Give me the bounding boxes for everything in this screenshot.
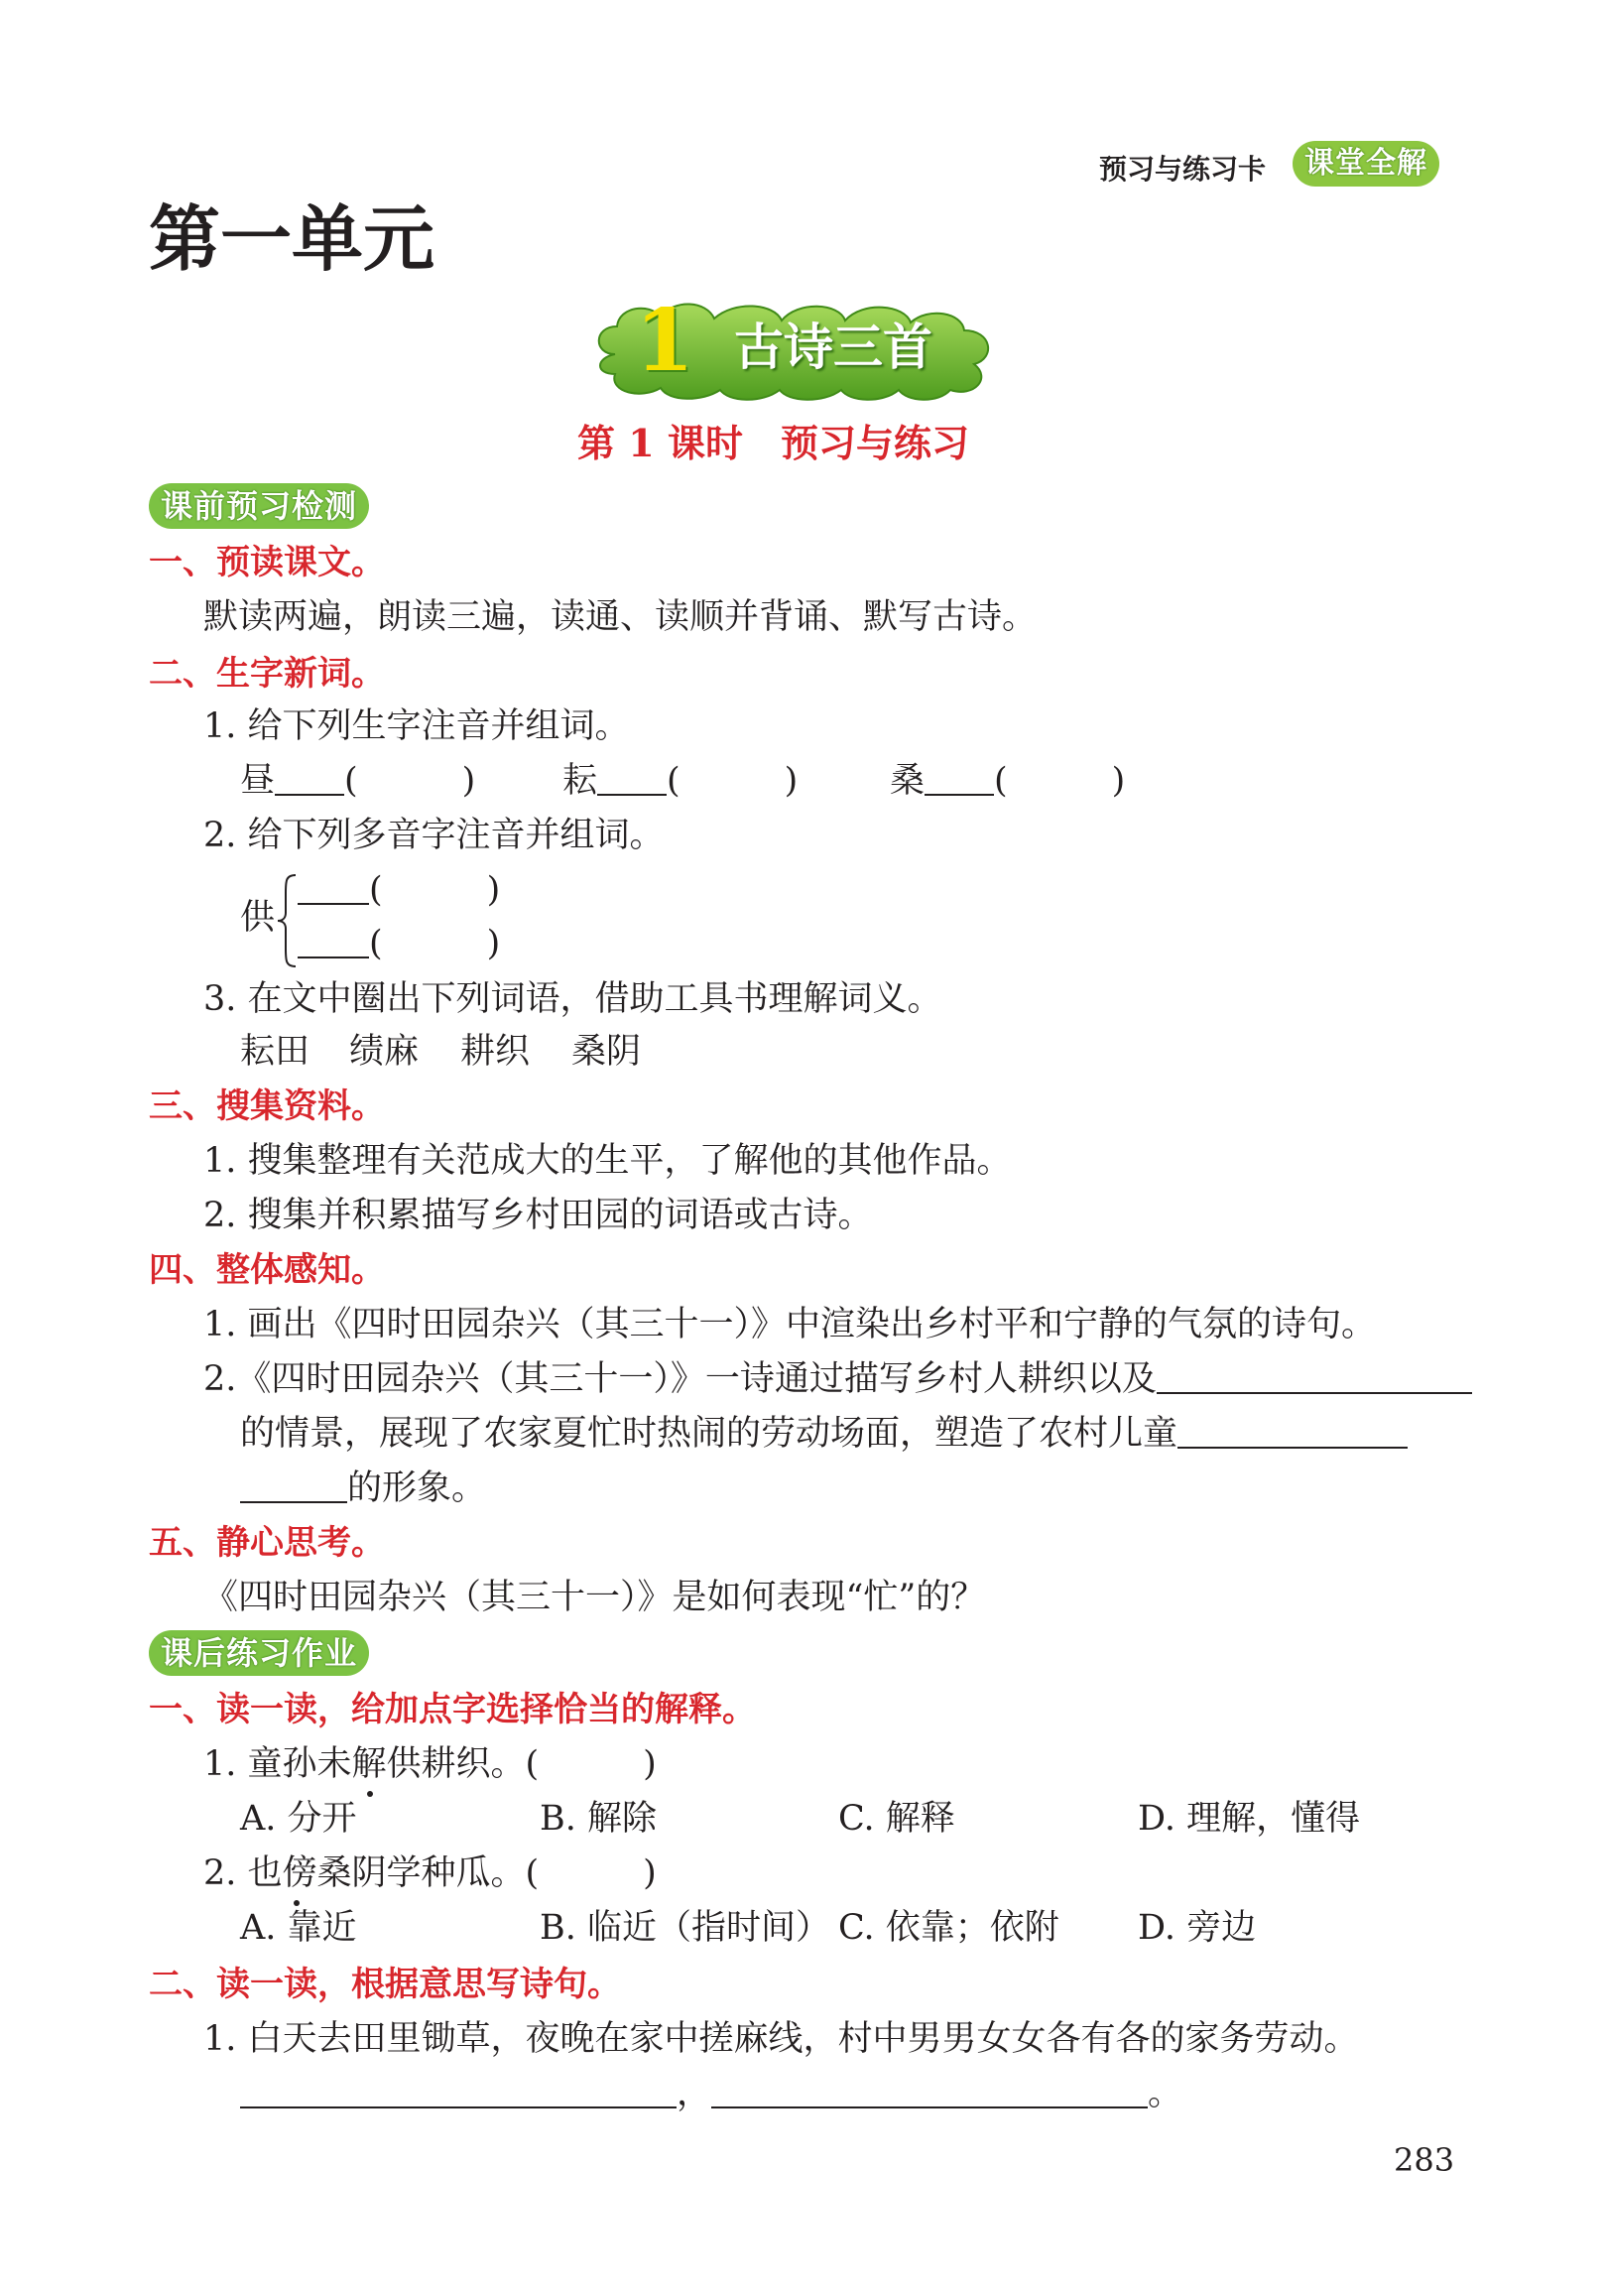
preview-badge: 课前预习检测 — [149, 483, 369, 529]
option-d[interactable]: D. 理解，懂得 — [1138, 1799, 1361, 1839]
word-item: 桑阴 — [571, 1032, 642, 1072]
s3-q2: 2. 搜集并积累描写乡村田园的词语或古诗。 — [203, 1196, 873, 1235]
preview-s1-heading: 一、预读课文。 — [149, 543, 385, 582]
homework-badge: 课后练习作业 — [149, 1630, 369, 1676]
pinyin-blank[interactable] — [275, 764, 344, 796]
pinyin-blank[interactable] — [298, 873, 369, 905]
session-number: 1 — [628, 421, 655, 465]
word-item: 耘田 — [240, 1032, 310, 1072]
char-item: 昼 — [240, 761, 276, 801]
session-rest: 课时 预习与练习 — [667, 422, 969, 465]
s4-q2-line3: 的形象。 — [240, 1471, 486, 1506]
option-d[interactable]: D. 旁边 — [1138, 1908, 1257, 1948]
s4-q1: 1. 画出《四时田园杂兴（其三十一）》中渲染出乡村平和宁静的气氛的诗句。 — [203, 1305, 1377, 1344]
s2-q3-text: 3. 在文中圈出下列词语，借助工具书理解词义。 — [203, 979, 942, 1019]
s2-q1-text: 1. 给下列生字注音并组词。 — [203, 706, 630, 746]
answer-blank[interactable] — [1177, 1417, 1408, 1449]
preview-s4-heading: 四、整体感知。 — [149, 1250, 385, 1290]
option-a[interactable]: A. 分开 — [240, 1799, 357, 1839]
page-number: 283 — [1394, 2141, 1455, 2179]
pinyin-blank[interactable] — [925, 764, 994, 796]
answer-paren[interactable]: ( ) — [525, 1744, 657, 1784]
emphasis-dot — [367, 1791, 373, 1797]
preview-s2-heading: 二、生字新词。 — [149, 654, 385, 694]
paren-blank[interactable]: ( ) — [369, 870, 501, 910]
preview-s1-text: 默读两遍，朗读三遍，读通、读顺并背诵、默写古诗。 — [203, 597, 1038, 637]
option-b[interactable]: B. 临近（指时间） — [540, 1908, 830, 1948]
answer-blank[interactable] — [1157, 1362, 1472, 1394]
answer-blank[interactable] — [240, 2077, 677, 2108]
lesson-name: 古诗三首 — [734, 318, 932, 376]
lesson-banner — [585, 293, 1007, 404]
word-item: 绩麻 — [349, 1032, 420, 1072]
paren-blank[interactable]: ( ) — [667, 761, 799, 801]
polyphone-char: 供 — [240, 898, 276, 938]
answer-paren[interactable]: ( ) — [525, 1853, 657, 1893]
polyphone-block — [240, 871, 538, 970]
session-prefix: 第 — [577, 422, 616, 465]
s5-text: 《四时田园杂兴（其三十一）》是如何表现“忙”的？ — [203, 1578, 986, 1617]
pinyin-blank[interactable] — [298, 927, 369, 958]
s4-q2-line1: 2.《四时田园杂兴（其三十一）》一诗通过描写乡村人耕织以及 — [203, 1362, 1472, 1397]
header-label: 预习与练习卡 — [1099, 153, 1267, 186]
s4-q2-line2: 的情景，展现了农家夏忙时热闹的劳动场面，塑造了农村儿童 — [240, 1417, 1408, 1452]
paren-blank[interactable]: ( ) — [369, 924, 501, 963]
option-b[interactable]: B. 解除 — [540, 1799, 657, 1839]
lesson-number: 1 — [635, 291, 694, 391]
s2-q2-text: 2. 给下列多音字注音并组词。 — [203, 816, 665, 855]
char-item: 桑 — [890, 761, 926, 801]
emphasis-dot — [294, 1900, 300, 1906]
pinyin-blank[interactable] — [597, 764, 667, 796]
brace-icon — [276, 873, 298, 968]
answer-blank[interactable] — [711, 2077, 1148, 2108]
char-item: 耘 — [562, 761, 598, 801]
hw-q2-stem: 2. 也傍桑阴学种瓜。( ) — [203, 1853, 657, 1893]
option-c[interactable]: C. 解释 — [838, 1799, 955, 1839]
hw-q1-stem: 1. 童孙未解供耕织。( ) — [203, 1744, 657, 1784]
preview-s3-heading: 三、搜集资料。 — [149, 1086, 385, 1126]
word-item: 耕织 — [460, 1032, 531, 1072]
session-title — [577, 421, 969, 465]
paren-blank[interactable]: ( ) — [994, 761, 1126, 801]
unit-title: 第一单元 — [149, 197, 435, 281]
s3-q1: 1. 搜集整理有关范成大的生平，了解他的其他作品。 — [203, 1141, 1012, 1181]
hw-s2-answer-line: ， 。 — [240, 2077, 1182, 2111]
preview-s5-heading: 五、静心思考。 — [149, 1523, 385, 1563]
homework-s1-heading: 一、读一读，给加点字选择恰当的解释。 — [149, 1690, 756, 1729]
hw-s2-q1: 1. 白天去田里锄草，夜晚在家中搓麻线，村中男男女女各有各的家务劳动。 — [203, 2019, 1359, 2059]
option-c[interactable]: C. 依靠；依附 — [838, 1908, 1059, 1948]
paren-blank[interactable]: ( ) — [344, 761, 476, 801]
option-a[interactable]: A. 靠近 — [240, 1908, 357, 1948]
homework-s2-heading: 二、读一读，根据意思写诗句。 — [149, 1965, 621, 2004]
answer-blank[interactable] — [240, 1471, 347, 1503]
header-brand-badge: 课堂全解 — [1293, 141, 1439, 187]
